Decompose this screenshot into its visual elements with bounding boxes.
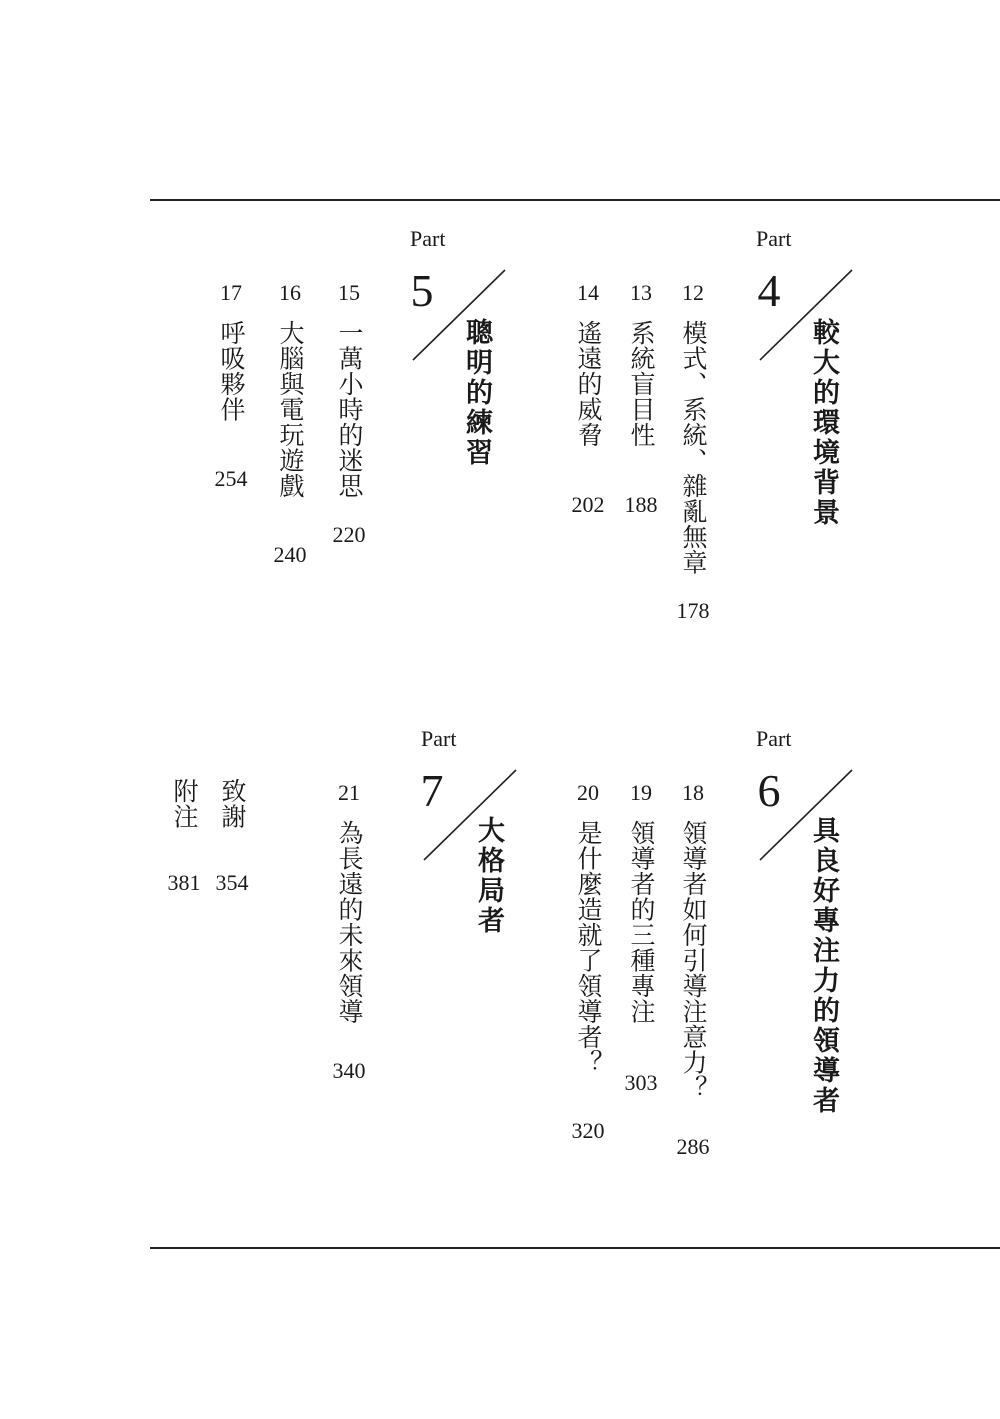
part-number: 7 [420,765,444,816]
chapter-page: 303 [624,1070,658,1095]
part-title: 較大的環境背景 [808,318,839,528]
chapter-page: 240 [273,542,307,567]
chapter-number: 19 [630,780,652,805]
part-number: 4 [757,265,781,316]
chapter-page: 320 [571,1118,605,1143]
chapter-page: 178 [676,598,710,623]
chapter-title: 一萬小時的迷思 [335,320,364,499]
chapter-number: 18 [682,780,704,805]
chapter-number: 13 [630,280,652,305]
part-title: 具良好專注力的領導者 [808,816,839,1116]
part-label: Part [410,226,446,251]
bottom-rule [150,1247,1000,1249]
back-matter-title: 致謝 [218,778,247,829]
part-title: 大格局者 [473,816,504,936]
part-label: Part [421,726,457,751]
chapter-title: 系統盲目性 [627,320,656,448]
chapter-page: 188 [624,492,658,517]
chapter-title: 是什麼造就了領導者？ [574,820,603,1075]
chapter-title: 呼吸夥伴 [217,320,246,422]
part-number: 6 [757,765,781,816]
chapter-title: 遙遠的威脅 [574,320,603,448]
top-rule [150,199,1000,201]
back-matter-page: 381 [167,870,201,895]
chapter-number: 15 [338,280,360,305]
chapter-title: 領導者如何引導注意力？ [679,820,708,1101]
chapter-title: 模式、系統、雜亂無章 [679,320,708,575]
chapter-page: 202 [571,492,605,517]
chapter-number: 20 [577,780,599,805]
part-label: Part [756,226,792,251]
part-title: 聰明的練習 [461,318,492,468]
chapter-number: 21 [338,780,360,805]
chapter-title: 領導者的三種專注 [627,820,656,1024]
chapter-page: 254 [214,466,248,491]
back-matter-title: 附注 [170,778,199,829]
chapter-page: 286 [676,1134,710,1159]
chapter-page: 220 [332,522,366,547]
part-number: 5 [410,265,434,316]
chapter-number: 12 [682,280,704,305]
part-label: Part [756,726,792,751]
back-matter-page: 354 [215,870,249,895]
chapter-page: 340 [332,1058,366,1083]
chapter-title: 大腦與電玩遊戲 [276,320,305,499]
chapter-number: 17 [220,280,242,305]
chapter-title: 為長遠的未來領導 [335,820,364,1024]
chapter-number: 16 [279,280,301,305]
chapter-number: 14 [577,280,599,305]
